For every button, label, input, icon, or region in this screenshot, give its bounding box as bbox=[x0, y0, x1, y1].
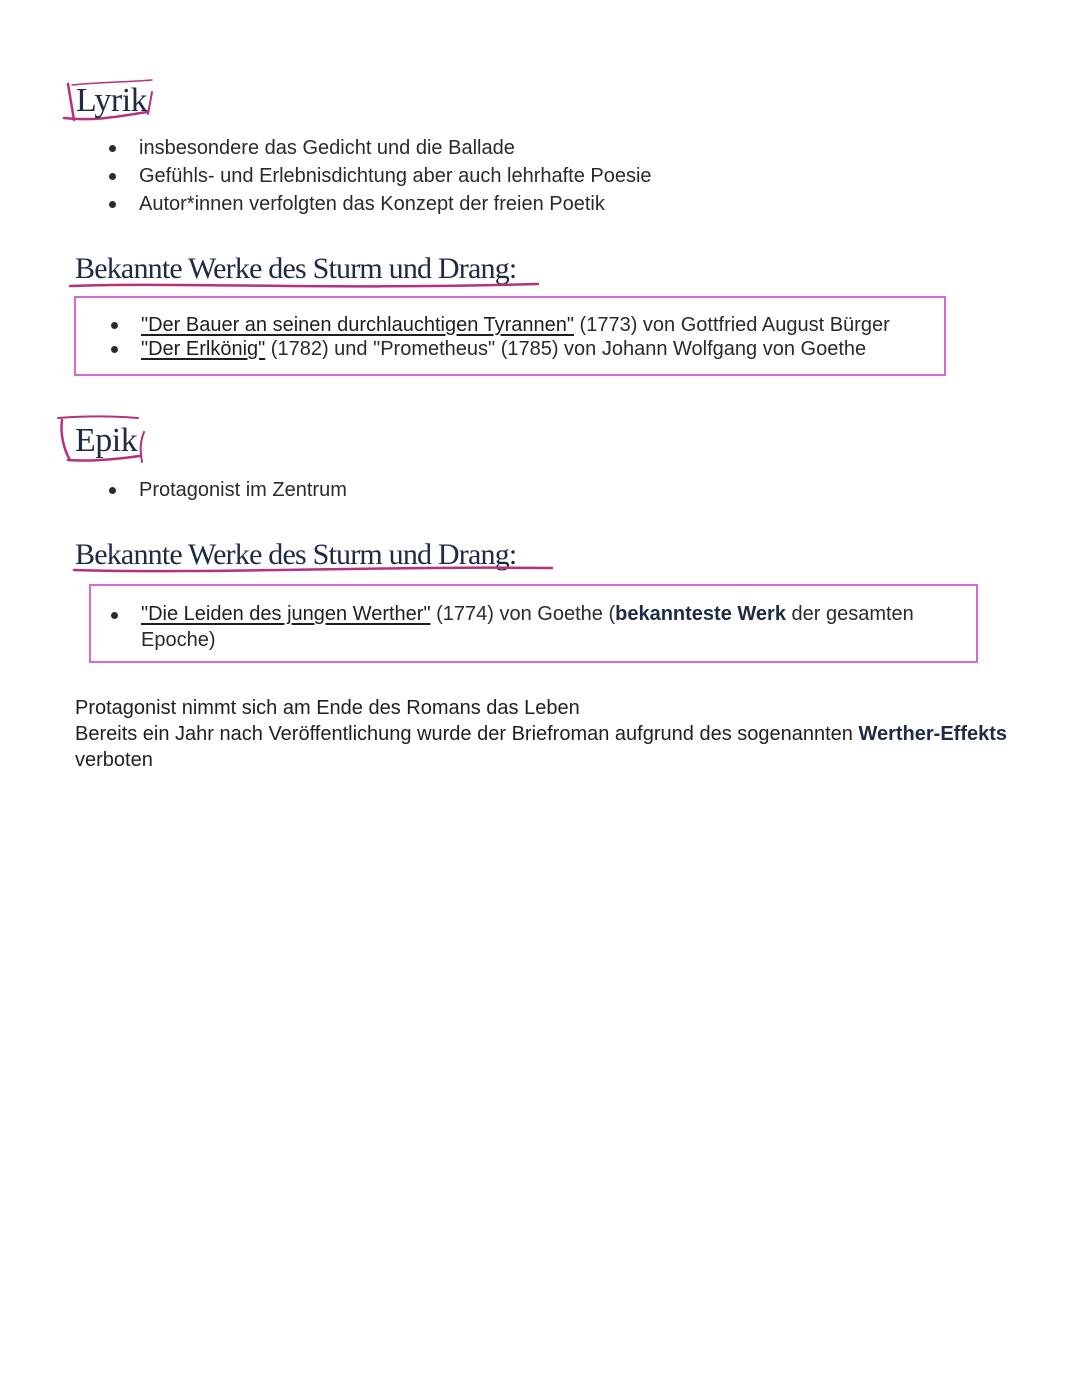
lyrik-list bbox=[74, 134, 652, 218]
epik-works-heading-underline bbox=[72, 564, 562, 578]
list-item: "Die Leiden des jungen Werther" (1774) von Goethe (bekannteste Werk der gesamten Epoche) bbox=[76, 601, 961, 653]
list-item: insbesondere das Gedicht und die Ballade bbox=[74, 134, 652, 162]
lyrik-works-heading: Bekannte Werke des Sturm und Drang: bbox=[75, 252, 517, 285]
epik-title: Epik bbox=[75, 422, 138, 459]
lyrik-title: Lyrik bbox=[76, 82, 148, 119]
list-item: Gefühls- und Erlebnisdichtung aber auch lehrhafte Poesie bbox=[74, 162, 652, 190]
paragraph-line: Protagonist nimmt sich am Ende des Romans das Leben bbox=[75, 697, 580, 719]
lyrik-works-box bbox=[74, 296, 946, 376]
paragraph-line: Bereits ein Jahr nach Veröffentlichung wurde der Briefroman aufgrund des sogenannten Werther-Effekts verboten bbox=[75, 723, 1008, 771]
epik-works-box bbox=[89, 584, 978, 663]
work-link-erlkoenig[interactable]: "Der Erlkönig" bbox=[141, 338, 266, 360]
list-item: "Der Bauer an seinen durchlauchtigen Tyrannen" (1773) von Gottfried August Bürger bbox=[76, 311, 946, 339]
lyrik-works-heading-underline bbox=[68, 280, 548, 294]
epik-list bbox=[74, 476, 347, 504]
work-link-bauer[interactable]: "Der Bauer an seinen durchlauchtigen Tyrannen" bbox=[141, 314, 574, 336]
list-item: Protagonist im Zentrum bbox=[74, 476, 347, 504]
list-item: Autor*innen verfolgten das Konzept der freien Poetik bbox=[74, 190, 652, 218]
epik-works-heading: Bekannte Werke des Sturm und Drang: bbox=[75, 538, 517, 571]
werther-paragraph bbox=[75, 695, 1015, 773]
list-item: "Der Erlkönig" (1782) und "Prometheus" (1785) von Johann Wolfgang von Goethe bbox=[76, 335, 946, 363]
work-link-werther[interactable]: "Die Leiden des jungen Werther" bbox=[141, 603, 431, 625]
